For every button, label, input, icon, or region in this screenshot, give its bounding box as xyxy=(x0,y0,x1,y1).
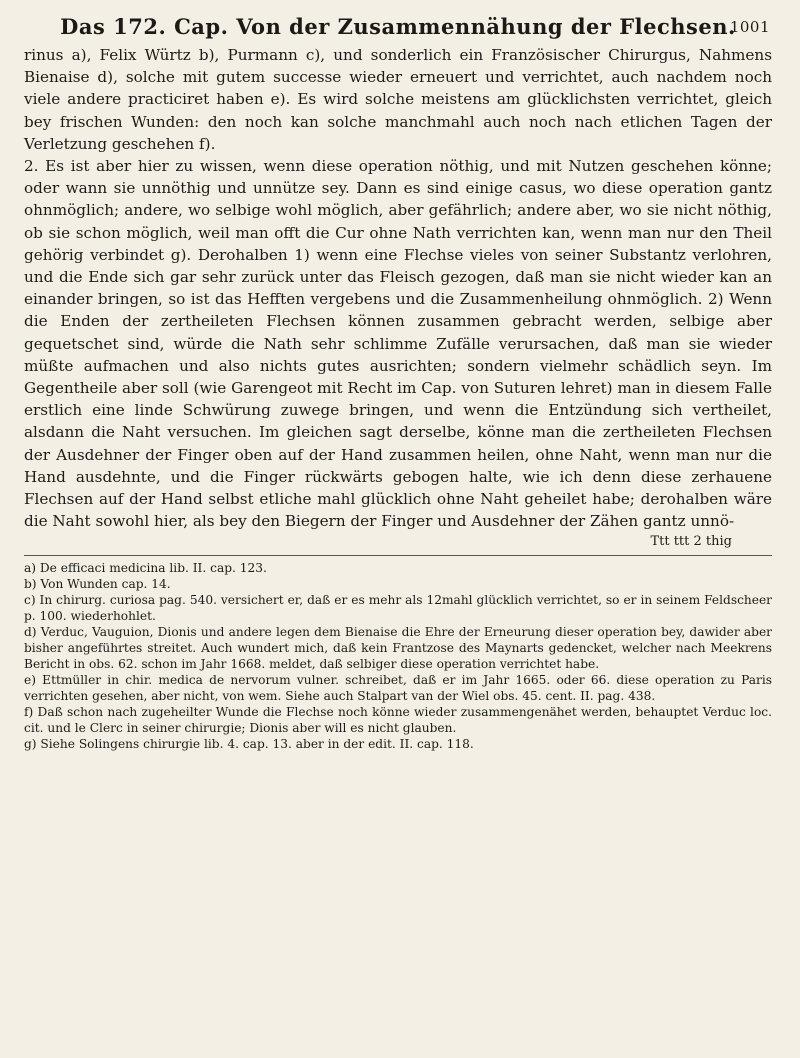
running-header xyxy=(24,14,772,44)
footnote: b) Von Wunden cap. 14. xyxy=(24,577,171,592)
footnote: f) Daß schon nach zugeheilter Wunde die Flechse noch könne wieder zusammengenähet werden, behauptet Verduc loc. cit. und le Clerc in seiner chirurgie; Dionis aber will es nicht glauben. xyxy=(24,705,772,736)
footnotes xyxy=(24,560,772,752)
footnote: c) In chirurg. curiosa pag. 540. versichert er, daß er es mehr als 12mahl glücklich verrichtet, so er in seinem Feldscheer p. 100. wiederhohlet. xyxy=(24,593,772,624)
footnote: a) De efficaci medicina lib. II. cap. 123. xyxy=(24,561,267,576)
paragraph: 2. Es ist aber hier zu wissen, wenn diese operation nöthig, und mit Nutzen geschehen könne; oder wann sie unnöthig und unnütze sey. Dann es sind einige casus, wo diese operation gantz ohnmöglich; andere, wo selbige wohl möglich, aber gefährlich; andere aber, wo sie nicht nöthig, ob sie schon möglich, weil man offt die Cur ohne Nath verrichten kan, wenn man nur den Theil gehörig verbindet g). Derohalben 1) wenn eine Flechse vieles von seiner Substantz verlohren, und die Ende sich gar sehr zurück unter das Fleisch gezogen, daß man sie nicht wieder kan an einander bringen, so ist das Hefften vergebens und die Zusammenheilung ohnmöglich. 2) Wenn die Enden der zertheileten Flechsen können zusammen gebracht werden, selbige aber gequetschet sind, würde die Nath sehr schlimme Zufälle verursachen, daß man sie wieder müßte aufmachen und also nichts gutes ausrichten; sondern vielmehr schädlich seyn. Im Gegentheile aber soll (wie Garengeot mit Recht im Cap. von Suturen lehret) man in diesem Falle erstlich eine linde Schwürung zuwege bringen, und wenn die Entzündung sich vertheilet, alsdann die Naht versuchen. Im gleichen sagt derselbe, könne man die zertheileten Flechsen der Ausdehner der Finger oben auf der Hand zusammen heilen, ohne Naht, wenn man nur die Hand ausdehnte, und die Finger rückwärts gebogen halte, wie ich denn diese zerhauene Flechsen auf der Hand selbst etliche mahl glücklich ohne Naht geheilet habe; derohalben wäre die Naht sowohl hier, als bey den Biegern der Finger und Ausdehner der Zähen gantz unnö- xyxy=(24,157,772,531)
page-number: 1001 xyxy=(729,18,770,36)
header-title: Das 172. Cap. Von der Zusammennähung der Flechsen. xyxy=(60,14,736,39)
catchword: Ttt ttt 2 thig xyxy=(650,534,732,550)
footnote: d) Verduc, Vauguion, Dionis und andere legen dem Bienaise die Ehre der Erneurung dieser operation bey, dawider aber bisher angeführtes streitet. Auch wundert mich, daß kein Frantzose des Maynarts gedencket, welcher nach Meekrens Bericht in obs. 62. schon im Jahr 1668. meldet, daß selbiger diese operation verrichtet habe. xyxy=(24,625,772,672)
paragraph: rinus a), Felix Würtz b), Purmann c), und sonderlich ein Französischer Chirurgus, Nahmens Bienaise d), solche mit gutem successe wieder erneuert und verrichtet, auch nachdem noch viele andere practiciret haben e). Es wird solche meistens am glücklichsten verrichtet, gleich bey frischen Wunden: den noch kan solche manchmahl auch noch nach etlichen Tagen der Verletzung geschehen f). xyxy=(24,46,772,153)
footnote: e) Ettmüller in chir. medica de nervorum vulner. schreibet, daß er im Jahr 1665. oder 66. diese operation zu Paris verrichten gesehen, aber nicht, von wem. Siehe auch Stalpart van der Wiel obs. 45. cent. II. pag. 438. xyxy=(24,673,772,704)
footnote: g) Siehe Solingens chirurgie lib. 4. cap. 13. aber in der edit. II. cap. 118. xyxy=(24,737,474,752)
footnote-divider xyxy=(24,555,772,556)
main-text xyxy=(24,44,772,532)
